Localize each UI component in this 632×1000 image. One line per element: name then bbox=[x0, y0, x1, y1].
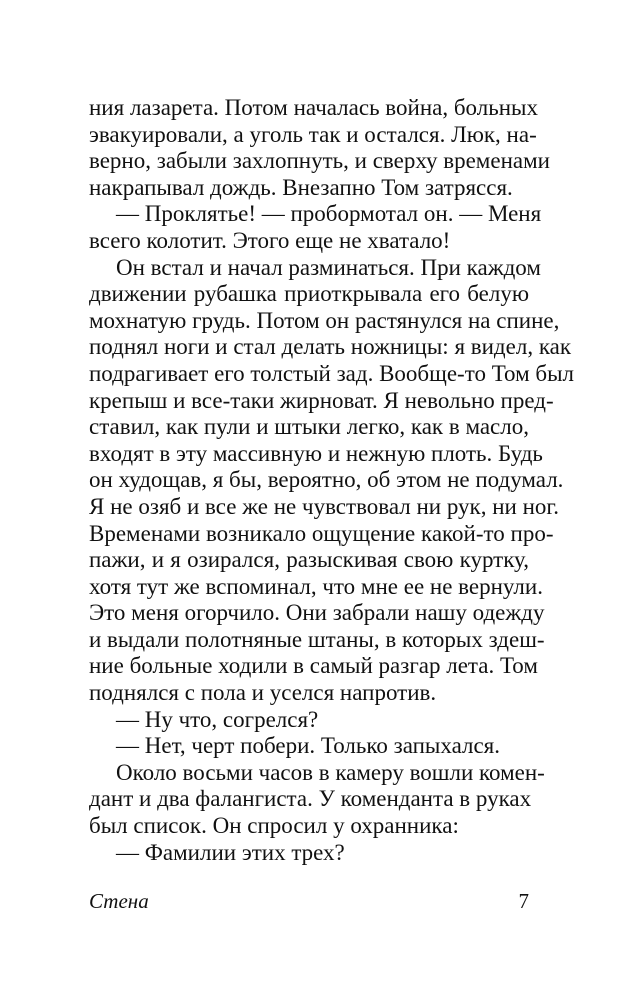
text-line: Он встал и начал разминаться. При каждом bbox=[116, 254, 541, 280]
text-line: поднял ноги и стал делать ножницы: я видел, как bbox=[89, 334, 572, 360]
text-line: он худощав, я бы, вероятно, об этом не подумал. bbox=[89, 467, 564, 493]
text-line: — Нет, черт побери. Только запыхался. bbox=[116, 733, 501, 759]
text-line: эвакуировали, а уголь так и остался. Люк, на- bbox=[89, 121, 537, 147]
text-line: Временами возникало ощущение какой-то про- bbox=[89, 520, 554, 546]
text-line: Около восьми часов в камеру вошли комен- bbox=[116, 759, 545, 785]
text-line: был список. Он спросил у охранника: bbox=[89, 813, 459, 839]
text-line: хотя тут же вспоминал, что мне ее не вернули. bbox=[89, 573, 543, 599]
text-line: накрапывал дождь. Внезапно Том затрясся. bbox=[89, 174, 513, 200]
running-title: Стена bbox=[89, 889, 149, 913]
text-line: дант и два фалангиста. У коменданта в руках bbox=[89, 786, 532, 812]
text-line: — Ну что, согрелся? bbox=[116, 706, 319, 732]
text-line: ния лазарета. Потом началась война, больных bbox=[89, 95, 538, 120]
text-line: Это меня огорчило. Они забрали нашу одежду bbox=[89, 600, 545, 626]
text-line: Я не озяб и все же не чувствовал ни рук, ни ног. bbox=[89, 493, 559, 519]
page-number: 7 bbox=[518, 889, 529, 913]
text-line: всего колотит. Этого еще не хватало! bbox=[89, 227, 451, 253]
text-line: ставил, как пули и штыки легко, как в масло, bbox=[89, 414, 529, 440]
text-line: — Фамилии этих трех? bbox=[116, 839, 345, 865]
text-line: — Проклятье! — пробормотал он. — Меня bbox=[116, 201, 542, 227]
text-line: входят в эту массивную и нежную плоть. Будь bbox=[89, 440, 543, 466]
text-line: и выдали полотняные штаны, в которых здеш- bbox=[89, 626, 545, 652]
text-line: крепыш и все-таки жирноват. Я невольно пред- bbox=[89, 387, 554, 413]
text-line: подрагивает его толстый зад. Вообще-то Том был bbox=[89, 360, 575, 386]
text-line: движении рубашка приоткрывала его белую bbox=[89, 281, 529, 307]
page-footer bbox=[89, 888, 529, 914]
text-line: верно, забыли захлопнуть, и сверху временами bbox=[89, 148, 550, 174]
text-line: ние больные ходили в самый разгар лета. Том bbox=[89, 653, 538, 679]
body-text bbox=[89, 95, 575, 866]
text-line: поднялся с пола и уселся напротив. bbox=[89, 680, 437, 706]
text-line: мохнатую грудь. Потом он растянулся на спине, bbox=[89, 307, 560, 333]
text-line: пажи, и я озирался, разыскивая свою куртку, bbox=[89, 547, 529, 573]
